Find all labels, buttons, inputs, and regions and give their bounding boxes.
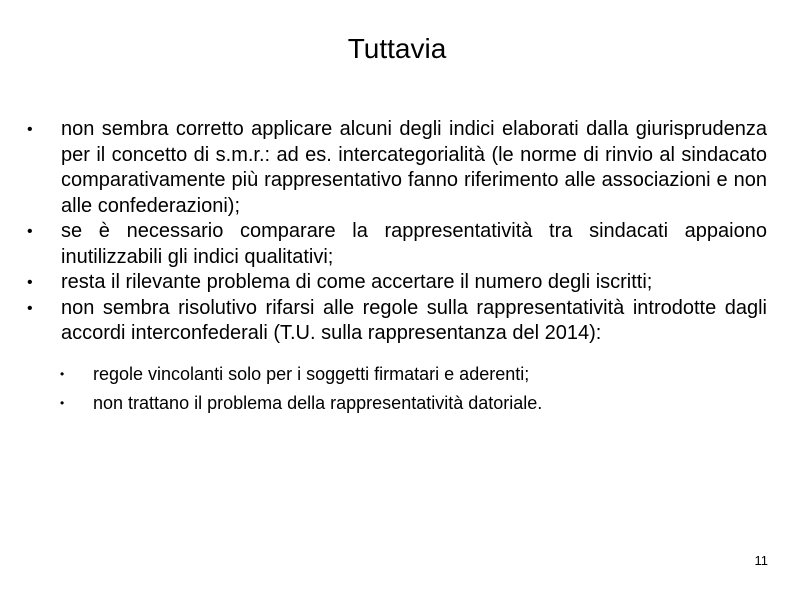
sub-bullet-item [61,360,767,389]
bullet-item [0,296,767,418]
sub-bullet-item [61,389,767,418]
bullet-item [0,270,767,296]
page-number: 11 [754,553,768,568]
bullet-text: non sembra risolutivo rifarsi alle regole sulla rappresentatività introdotte dagli accordi interconfederali (T.U. sulla rappresentanza del 2014): [61,296,767,344]
bullet-icon: • [27,223,33,240]
bullet-text: non sembra corretto applicare alcuni degli indici elaborati dalla giurisprudenza per il concetto di s.m.r.: ad es. intercategorialità (le norme di rinvio al sindacato comparativamente più rappresentativo fanno riferimento alle associazioni e non alle confederazioni); [61,118,767,217]
bullet-icon: • [27,121,33,138]
bullet-item [0,219,767,270]
bullet-item [0,117,767,219]
sub-bullet-list [61,360,767,418]
sub-bullet-text: regole vincolanti solo per i soggetti firmatari e aderenti; [93,363,530,384]
bullet-icon: • [27,299,33,317]
bullet-text: resta il rilevante problema di come accertare il numero degli iscritti; [61,271,653,293]
sub-bullet-icon: • [60,366,65,381]
bullet-text: se è necessario comparare la rappresentatività tra sindacati appaiono inutilizzabili gli indici qualitativi; [61,220,767,268]
sub-bullet-icon: • [60,395,65,410]
slide-title: Tuttavia [347,33,447,64]
bullet-icon: • [27,274,33,291]
bullet-list [0,117,767,418]
sub-bullet-text: non trattano il problema della rappresentatività datoriale. [93,392,543,413]
